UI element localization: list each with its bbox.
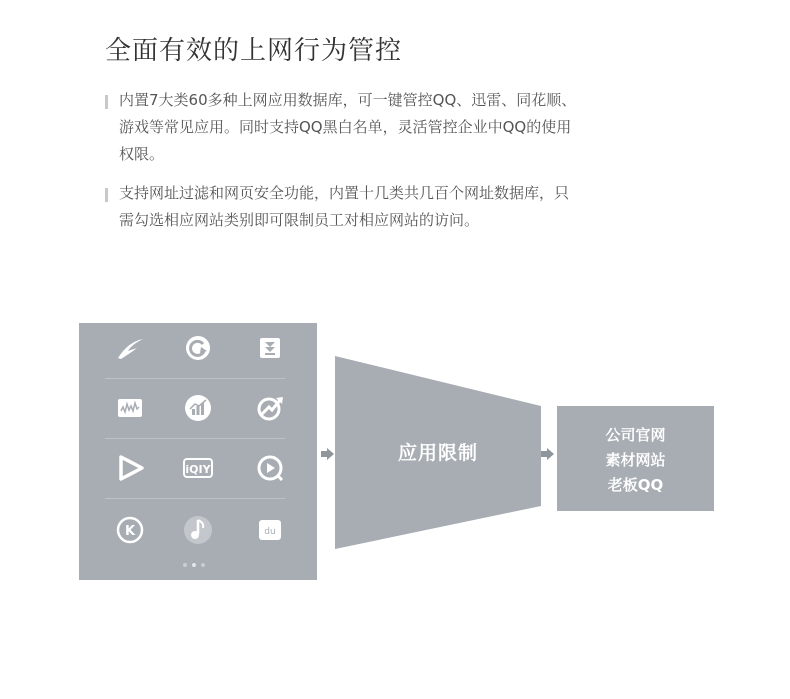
app-row — [105, 323, 285, 379]
swift-bird-icon — [115, 333, 145, 363]
play-triangle-icon — [115, 453, 145, 483]
app-grid-panel — [79, 323, 317, 580]
music-note-icon — [183, 515, 213, 545]
arrow-right-icon — [541, 446, 555, 460]
download-box-icon — [255, 333, 285, 363]
video-play-icon — [255, 453, 285, 483]
feature-paragraph-url-filter — [105, 180, 689, 234]
refresh-c-icon — [183, 333, 213, 363]
paragraph-line: 内置7大类60多种上网应用数据库，可一键管控QQ、迅雷、同花顺、 — [119, 91, 577, 109]
svg-text:du: du — [264, 527, 276, 537]
app-row — [105, 383, 285, 439]
paragraph-line: 支持网址过滤和网页安全功能，内置十几类共几百个网址数据库，只 — [119, 184, 570, 202]
arrow-right-icon — [321, 446, 335, 460]
app-row — [105, 443, 285, 499]
arrow-growth-icon — [255, 393, 285, 423]
page-indicator[interactable] — [183, 563, 205, 567]
target-line: 素材网站 — [605, 451, 666, 469]
paragraph-line: 需勾选相应网站类别即可限制员工对相应网站的访问。 — [119, 211, 480, 229]
iqiyi-logo — [183, 453, 213, 483]
paragraph-line: 游戏等常见应用。同时支持QQ黑白名单，灵活管控企业中QQ的使用 — [119, 118, 572, 136]
app-row — [105, 505, 285, 560]
svg-text:iQIY: iQIY — [185, 463, 211, 476]
music-wave-icon — [115, 393, 145, 423]
page-dot[interactable] — [201, 563, 205, 567]
restricted-targets-box — [557, 406, 714, 511]
page-dot-active[interactable] — [192, 563, 196, 567]
page-title: 全面有效的上网行为管控 — [105, 36, 403, 66]
du-cloud-icon — [255, 515, 285, 545]
funnel-label: 应用限制 — [397, 442, 478, 464]
target-line: 老板QQ — [607, 476, 664, 494]
k-circle-icon — [115, 515, 145, 545]
stock-chart-icon — [183, 393, 213, 423]
page-dot[interactable] — [183, 563, 187, 567]
target-line: 公司官网 — [605, 426, 666, 444]
svg-text:K: K — [124, 524, 136, 539]
feature-paragraph-app-control — [105, 87, 689, 168]
paragraph-line: 权限。 — [119, 145, 165, 163]
